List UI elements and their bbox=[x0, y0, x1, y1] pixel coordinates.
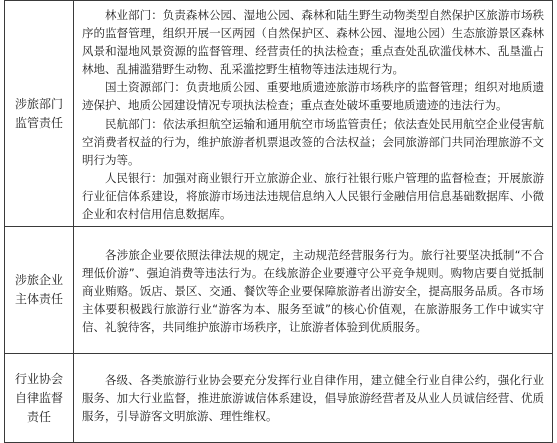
row-label: 行业协会自律监督责任 bbox=[14, 371, 63, 424]
row-content-cell bbox=[74, 1, 553, 227]
paragraph-forestry: 林业部门：负责森林公园、湿地公园、森林和陆生野生动物类型自然保护区旅游市场秩序的监督管理，组织开展一区两园（自然保护区、森林公园、湿地公园）生态旅游景区森林风景和湿地风景资源的监督管理、经营责任的执法检查；重点查处乱砍滥伐林木、乱垦滥占林地、乱捕滥猎野生动物、乱采滥挖野生植物等违法违规行为。 bbox=[82, 8, 544, 77]
paragraph-peoples-bank: 人民银行：加强对商业银行开立旅游企业、旅行社银行账户管理的监督检查；开展旅游行业征信体系建设，将旅游市场违法违规信息纳入人民银行金融信用信息基础数据库、小微企业和农村信用信息数据库。 bbox=[82, 170, 544, 222]
table-row bbox=[5, 354, 553, 443]
row-content-cell bbox=[74, 354, 553, 443]
table-row bbox=[5, 227, 553, 354]
row-label-cell bbox=[5, 354, 74, 443]
row-content-cell bbox=[74, 227, 553, 354]
paragraph-land-resources: 国土资源部门：负责地质公园、重要地质遗迹旅游市场秩序的监督管理；组织对地质遗迹保护、地质公园建设情况专项执法检查；重点查处破坏重要地质遗迹的违法行为。 bbox=[82, 80, 544, 113]
paragraph-association-self-discipline: 各级、各类旅游行业协会要充分发挥行业自律作用，建立健全行业自律公约，强化行业服务、加大行业监督，推进旅游诚信体系建设，倡导旅游经营者及从业人员诚信经营、优质服务，引导游客文明旅游、理性维权。 bbox=[82, 372, 544, 424]
row-label-cell bbox=[5, 1, 74, 227]
row-label: 涉旅企业主体责任 bbox=[14, 273, 63, 307]
row-label: 涉旅部门监管责任 bbox=[14, 96, 63, 130]
table-row bbox=[5, 1, 553, 227]
paragraph-civil-aviation: 民航部门：依法承担航空运输和通用航空市场监管责任；依法查处民用航空企业侵害航空消费者权益的行为，维护旅游者机票退改签的合法权益；会同旅游部门共同治理旅游不文明行为等。 bbox=[82, 116, 544, 167]
responsibility-table bbox=[4, 0, 553, 443]
row-label-cell bbox=[5, 227, 74, 354]
paragraph-enterprise-responsibility: 各涉旅企业要依照法律法规的规定，主动规范经营服务行为。旅行社要坚决抵制“不合理低价游”、强迫消费等违法行为。在线旅游企业要遵守公平竞争规则。购物店要自觉抵制商业贿赂。饭店、景区、交通、餐饮等企业要保障旅游者出游安全，提高服务品质。各市场主体要积极践行旅游行业“游客为本、服务至诚”的核心价值观，在旅游服务工作中诚实守信、礼貌待客，共同维护旅游市场秩序，让旅游者体验到优质服务。 bbox=[82, 247, 544, 335]
